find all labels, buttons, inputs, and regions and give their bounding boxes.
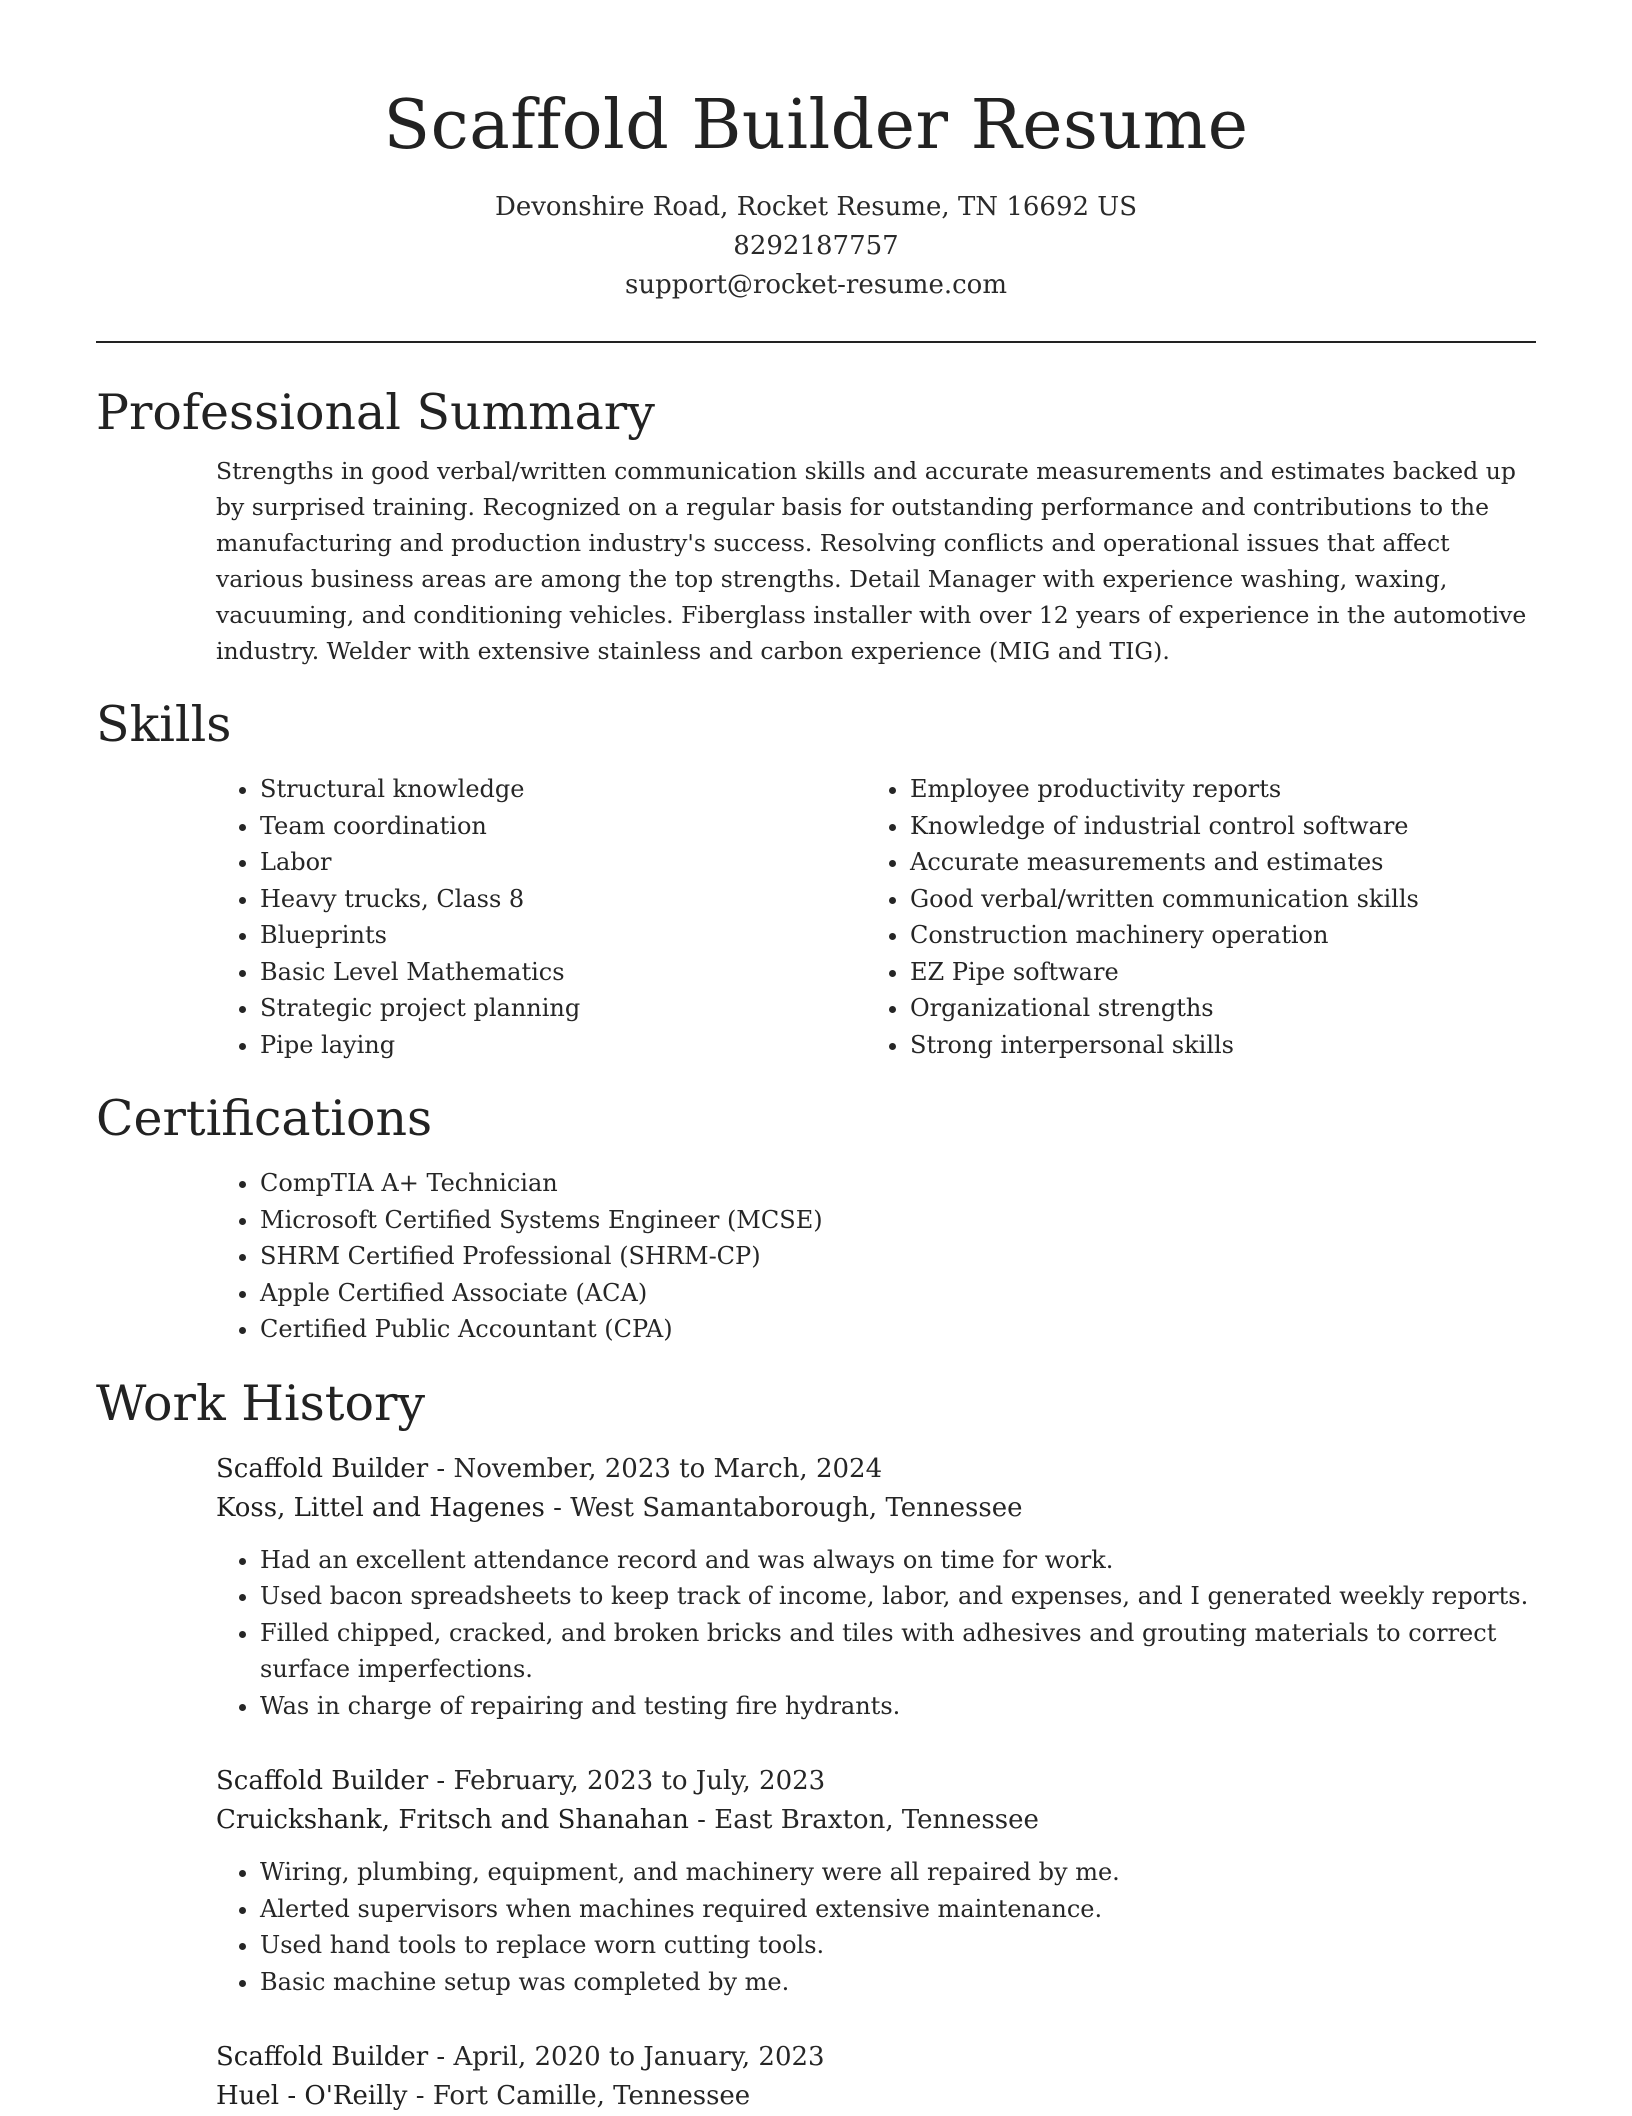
job-dates: - November, 2023 to March, 2024 (428, 1454, 882, 1484)
job-location: - East Braxton, Tennessee (689, 1805, 1039, 1835)
skills-heading: Skills (96, 695, 1536, 755)
job-company: Cruickshank, Fritsch and Shanahan (216, 1805, 689, 1835)
certification-item: • SHRM Certified Professional (SHRM-CP) (260, 1238, 1536, 1275)
skill-item: • EZ Pipe software (910, 954, 1516, 991)
certification-item: • Certified Public Accountant (CPA) (260, 1311, 1536, 1348)
skill-item: • Blueprints (260, 917, 866, 954)
skill-item: • Strategic project planning (260, 990, 866, 1027)
job-duty: • Used hand tools to replace worn cutting tools. (260, 1927, 1536, 1964)
summary-heading: Professional Summary (96, 383, 1536, 443)
job-location: - West Samantaborough, Tennessee (545, 1493, 1023, 1523)
job-title-line (216, 2038, 1536, 2077)
skill-item: • Strong interpersonal skills (910, 1027, 1516, 1064)
contact-block (96, 188, 1536, 305)
job-company-line (216, 1801, 1536, 1840)
job-dates: - April, 2020 to January, 2023 (428, 2042, 824, 2072)
skill-item: • Heavy trucks, Class 8 (260, 881, 866, 918)
skills-column-left (216, 771, 866, 1063)
job-location: - Fort Camille, Tennessee (408, 2081, 751, 2111)
job-entry (216, 2038, 1536, 2116)
skill-item: • Organizational strengths (910, 990, 1516, 1027)
job-title-line (216, 1762, 1536, 1801)
job-role: Scaffold Builder (216, 1766, 428, 1796)
job-duties-list (216, 1542, 1536, 1725)
skills-columns (216, 771, 1536, 1063)
work-history-heading: Work History (96, 1374, 1536, 1434)
job-duty: • Alerted supervisors when machines required extensive maintenance. (260, 1891, 1536, 1928)
skills-list-left (216, 771, 866, 1063)
skill-item: • Good verbal/written communication skills (910, 881, 1516, 918)
certification-item: • Apple Certified Associate (ACA) (260, 1275, 1536, 1312)
contact-phone: 8292187757 (96, 227, 1536, 266)
summary-section (96, 383, 1536, 669)
certifications-list (216, 1165, 1536, 1348)
job-duty: • Wiring, plumbing, equipment, and machinery were all repaired by me. (260, 1854, 1536, 1891)
resume-title: Scaffold Builder Resume (96, 84, 1536, 168)
skill-item: • Team coordination (260, 808, 866, 845)
job-title-line (216, 1450, 1536, 1489)
job-role: Scaffold Builder (216, 1454, 428, 1484)
contact-address: Devonshire Road, Rocket Resume, TN 16692 US (96, 188, 1536, 227)
resume-header (96, 0, 1536, 343)
job-entry (216, 1450, 1536, 1725)
summary-text: Strengths in good verbal/written communication skills and accurate measurements and estimates backed up by surprised training. Recognized on a regular basis for outstanding performance and contributions to the manufacturing and production industry's success. Resolving conflicts and operational issues that affect various business areas are among the top strengths. Detail Manager with experience washing, waxing, vacuuming, and conditioning vehicles. Fiberglass installer with over 12 years of experience in the automotive industry. Welder with extensive stainless and carbon experience (MIG and TIG). (216, 453, 1536, 669)
work-history-section (96, 1374, 1536, 2116)
skill-item: • Basic Level Mathematics (260, 954, 866, 991)
job-entry (216, 1762, 1536, 2000)
job-dates: - February, 2023 to July, 2023 (428, 1766, 825, 1796)
certifications-heading: Certifications (96, 1089, 1536, 1149)
skill-item: • Knowledge of industrial control software (910, 808, 1516, 845)
job-duties-list (216, 1854, 1536, 2000)
skills-list-right (866, 771, 1516, 1063)
skill-item: • Construction machinery operation (910, 917, 1516, 954)
certification-item: • Microsoft Certified Systems Engineer (MCSE) (260, 1202, 1536, 1239)
job-duty: • Filled chipped, cracked, and broken bricks and tiles with adhesives and grouting materials to correct surface imperfections. (260, 1615, 1536, 1688)
skill-item: • Structural knowledge (260, 771, 866, 808)
contact-email: support@rocket-resume.com (96, 266, 1536, 305)
skill-item: • Labor (260, 844, 866, 881)
job-duty: • Used bacon spreadsheets to keep track of income, labor, and expenses, and I generated weekly reports. (260, 1578, 1536, 1615)
certifications-section (96, 1089, 1536, 1348)
job-duty: • Had an excellent attendance record and was always on time for work. (260, 1542, 1536, 1579)
certification-item: • CompTIA A+ Technician (260, 1165, 1536, 1202)
skills-section (96, 695, 1536, 1063)
resume-page (96, 0, 1536, 2116)
skills-column-right (866, 771, 1516, 1063)
header-divider (96, 341, 1536, 343)
skill-item: • Accurate measurements and estimates (910, 844, 1516, 881)
certifications-list-wrap (216, 1165, 1536, 1348)
job-company-line (216, 1489, 1536, 1528)
job-duty: • Was in charge of repairing and testing fire hydrants. (260, 1688, 1536, 1725)
skill-item: • Employee productivity reports (910, 771, 1516, 808)
job-duty: • Basic machine setup was completed by me. (260, 1964, 1536, 2001)
job-role: Scaffold Builder (216, 2042, 428, 2072)
job-company-line (216, 2077, 1536, 2116)
job-company: Koss, Littel and Hagenes (216, 1493, 545, 1523)
job-company: Huel - O'Reilly (216, 2081, 408, 2111)
skill-item: • Pipe laying (260, 1027, 866, 1064)
